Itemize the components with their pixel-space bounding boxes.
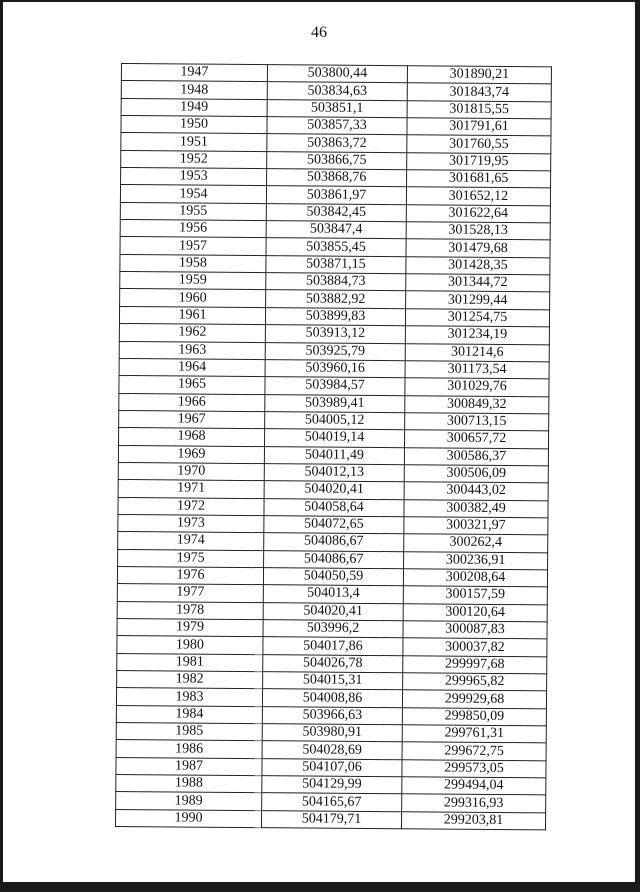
year-cell: 1964: [119, 358, 265, 376]
value-b-cell: 301843,74: [407, 83, 551, 101]
value-a-cell: 503868,76: [267, 169, 407, 187]
year-cell: 1971: [118, 480, 264, 498]
value-b-cell: 301719,95: [407, 152, 551, 170]
year-cell: 1982: [117, 671, 263, 689]
year-cell: 1970: [118, 462, 264, 480]
year-cell: 1980: [117, 636, 263, 654]
value-b-cell: 300586,37: [404, 447, 548, 465]
value-b-cell: 299761,31: [402, 725, 546, 743]
year-cell: 1966: [119, 393, 265, 411]
value-b-cell: 301428,35: [406, 257, 550, 275]
value-b-cell: 301528,13: [406, 222, 550, 240]
value-a-cell: 504072,65: [264, 516, 404, 534]
value-a-cell: 503855,45: [266, 238, 406, 256]
value-b-cell: 301815,55: [407, 100, 551, 118]
year-cell: 1967: [119, 410, 265, 428]
year-cell: 1977: [117, 584, 263, 602]
year-cell: 1947: [121, 64, 267, 82]
year-cell: 1978: [117, 601, 263, 619]
value-b-cell: 301234,19: [405, 326, 549, 344]
value-b-cell: 299316,93: [402, 794, 546, 812]
year-cell: 1983: [116, 688, 262, 706]
value-b-cell: 299672,75: [402, 742, 546, 760]
year-cell: 1963: [119, 341, 265, 359]
value-a-cell: 503966,63: [262, 706, 402, 724]
year-cell: 1959: [120, 272, 266, 290]
year-cell: 1974: [118, 532, 264, 550]
value-b-cell: 301890,21: [407, 66, 551, 84]
value-a-cell: 503800,44: [267, 65, 407, 83]
year-cell: 1953: [121, 168, 267, 186]
year-cell: 1969: [118, 445, 264, 463]
value-a-cell: 504020,41: [264, 481, 404, 499]
value-b-cell: 300262,4: [404, 534, 548, 552]
year-cell: 1986: [116, 740, 262, 758]
year-cell: 1954: [120, 185, 266, 203]
value-b-cell: 299965,82: [403, 673, 547, 691]
value-a-cell: 504008,86: [262, 689, 402, 707]
value-b-cell: 300087,83: [403, 621, 547, 639]
value-a-cell: 503863,72: [267, 134, 407, 152]
value-b-cell: 299997,68: [403, 655, 547, 673]
value-a-cell: 504107,06: [262, 758, 402, 776]
value-a-cell: 503980,91: [262, 724, 402, 742]
table-row: [116, 809, 546, 830]
data-table: [115, 63, 552, 830]
value-b-cell: 301254,75: [405, 309, 549, 327]
year-cell: 1951: [121, 133, 267, 151]
year-cell: 1961: [119, 306, 265, 324]
value-b-cell: 300849,32: [405, 395, 549, 413]
year-cell: 1950: [121, 116, 267, 134]
value-a-cell: 504015,31: [263, 672, 403, 690]
value-a-cell: 503913,12: [265, 325, 405, 343]
document-page: [3, 2, 635, 882]
value-a-cell: 503996,2: [263, 620, 403, 638]
table-body: [116, 64, 552, 830]
value-b-cell: 299573,05: [402, 759, 546, 777]
year-cell: 1981: [117, 653, 263, 671]
year-cell: 1990: [116, 809, 262, 827]
value-a-cell: 503866,75: [267, 151, 407, 169]
year-cell: 1956: [120, 220, 266, 238]
year-cell: 1968: [118, 428, 264, 446]
value-b-cell: 301344,72: [406, 274, 550, 292]
year-cell: 1960: [120, 289, 266, 307]
year-cell: 1975: [118, 549, 264, 567]
year-cell: 1962: [119, 324, 265, 342]
value-b-cell: 300657,72: [404, 430, 548, 448]
year-cell: 1976: [117, 566, 263, 584]
year-cell: 1955: [120, 202, 266, 220]
value-a-cell: 504086,67: [264, 533, 404, 551]
value-b-cell: 301622,64: [406, 204, 550, 222]
year-cell: 1985: [116, 723, 262, 741]
year-cell: 1958: [120, 254, 266, 272]
year-cell: 1989: [116, 792, 262, 810]
value-b-cell: 300321,97: [404, 517, 548, 535]
value-a-cell: 504011,49: [264, 446, 404, 464]
value-b-cell: 301479,68: [406, 239, 550, 257]
value-a-cell: 503871,15: [266, 255, 406, 273]
year-cell: 1952: [121, 150, 267, 168]
value-b-cell: 299203,81: [401, 812, 545, 830]
value-b-cell: 301791,61: [407, 118, 551, 136]
value-b-cell: 300506,09: [404, 465, 548, 483]
value-a-cell: 504026,78: [263, 654, 403, 672]
value-a-cell: 504017,86: [263, 637, 403, 655]
year-cell: 1957: [120, 237, 266, 255]
value-b-cell: 300208,64: [403, 569, 547, 587]
value-a-cell: 504086,67: [264, 550, 404, 568]
value-a-cell: 504129,99: [262, 776, 402, 794]
value-a-cell: 503842,45: [266, 203, 406, 221]
value-b-cell: 300713,15: [405, 413, 549, 431]
value-b-cell: 301760,55: [407, 135, 551, 153]
value-b-cell: 300443,02: [404, 482, 548, 500]
year-cell: 1973: [118, 514, 264, 532]
value-b-cell: 299850,09: [402, 707, 546, 725]
value-a-cell: 503925,79: [265, 342, 405, 360]
value-b-cell: 299929,68: [402, 690, 546, 708]
value-b-cell: 301214,6: [405, 343, 549, 361]
value-a-cell: 504165,67: [262, 793, 402, 811]
value-b-cell: 300236,91: [404, 551, 548, 569]
value-a-cell: 504012,13: [264, 464, 404, 482]
value-b-cell: 301029,76: [405, 378, 549, 396]
value-a-cell: 503847,4: [266, 221, 406, 239]
value-a-cell: 504179,71: [261, 810, 401, 828]
value-b-cell: 299494,04: [402, 777, 546, 795]
value-a-cell: 503834,63: [267, 82, 407, 100]
value-a-cell: 503899,83: [265, 307, 405, 325]
value-a-cell: 504005,12: [265, 412, 405, 430]
value-b-cell: 300037,82: [403, 638, 547, 656]
value-a-cell: 503960,16: [265, 359, 405, 377]
value-b-cell: 300157,59: [403, 586, 547, 604]
value-a-cell: 503861,97: [266, 186, 406, 204]
value-a-cell: 503882,92: [266, 290, 406, 308]
value-a-cell: 503851,1: [267, 99, 407, 117]
value-b-cell: 301299,44: [406, 291, 550, 309]
year-cell: 1949: [121, 98, 267, 116]
year-cell: 1988: [116, 775, 262, 793]
year-cell: 1984: [116, 705, 262, 723]
value-b-cell: 301173,54: [405, 361, 549, 379]
value-a-cell: 504020,41: [263, 602, 403, 620]
value-a-cell: 503984,57: [265, 377, 405, 395]
value-a-cell: 504058,64: [264, 498, 404, 516]
value-b-cell: 301652,12: [406, 187, 550, 205]
value-b-cell: 300120,64: [403, 603, 547, 621]
value-a-cell: 504013,4: [263, 585, 403, 603]
value-b-cell: 300382,49: [404, 499, 548, 517]
year-cell: 1987: [116, 757, 262, 775]
value-b-cell: 301681,65: [407, 170, 551, 188]
value-a-cell: 504050,59: [263, 568, 403, 586]
value-a-cell: 503989,41: [265, 394, 405, 412]
page-number: 46: [311, 24, 327, 41]
year-cell: 1979: [117, 618, 263, 636]
value-a-cell: 504019,14: [264, 429, 404, 447]
year-cell: 1948: [121, 81, 267, 99]
year-cell: 1972: [118, 497, 264, 515]
value-a-cell: 503857,33: [267, 117, 407, 135]
year-cell: 1965: [119, 376, 265, 394]
value-a-cell: 504028,69: [262, 741, 402, 759]
value-a-cell: 503884,73: [266, 273, 406, 291]
